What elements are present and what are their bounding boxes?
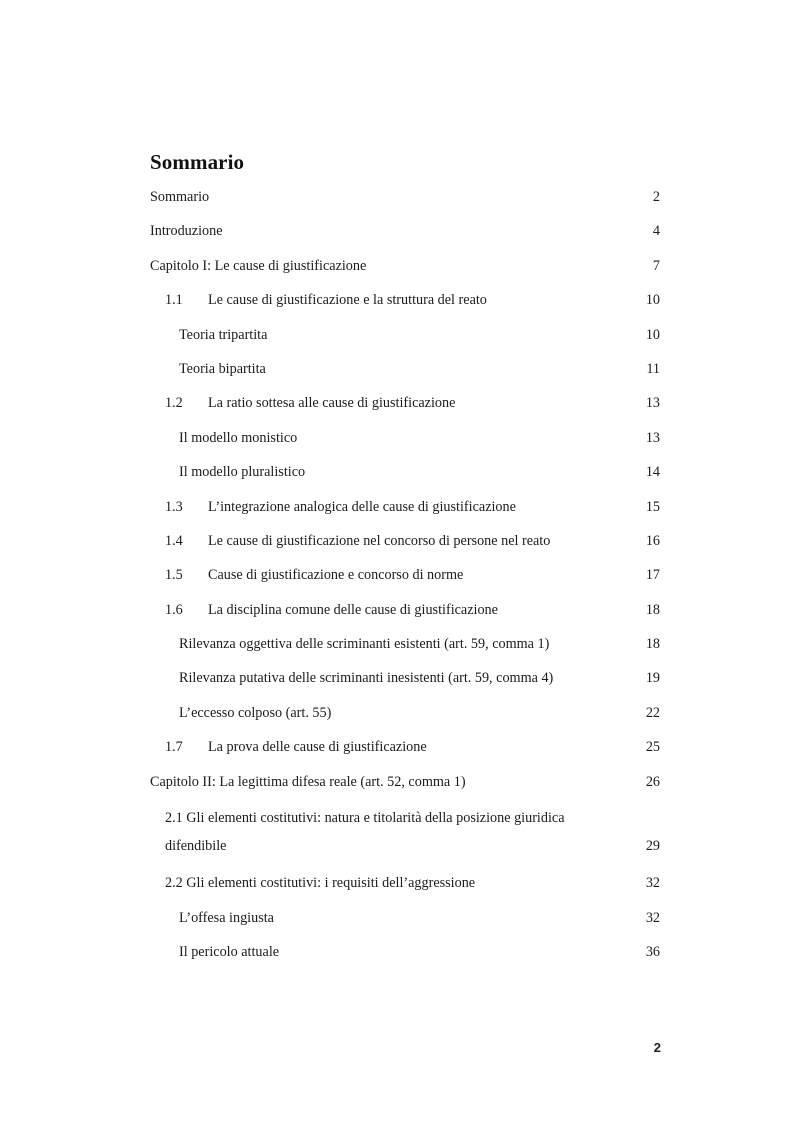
toc-entry-page: 10	[645, 292, 660, 309]
toc-entry-text: L’eccesso colposo (art. 55)	[179, 704, 332, 721]
toc-entry-page: 13	[645, 429, 660, 446]
toc-entry-capitolo-1[interactable]	[150, 255, 660, 277]
toc-entry-page: 29	[645, 837, 660, 854]
toc-entry-sommario[interactable]	[150, 186, 660, 208]
toc-entry-text: Rilevanza putativa delle scriminanti inesistenti (art. 59, comma 4)	[179, 670, 554, 687]
toc-entry-text: La disciplina comune delle cause di giustificazione	[208, 601, 498, 618]
toc-entry-text: Il modello pluralistico	[179, 464, 306, 481]
toc-entry-section-1-1[interactable]	[150, 289, 660, 311]
toc-entry-number: 1.7	[165, 739, 183, 756]
toc-entry-page: 15	[645, 498, 660, 515]
toc-entry-text: Rilevanza oggettiva delle scriminanti esistenti (art. 59, comma 1)	[179, 636, 550, 653]
toc-entry-section-1-5[interactable]	[150, 564, 660, 586]
toc-entry-teoria-tripartita[interactable]	[150, 324, 660, 346]
toc-entry-page: 2	[652, 189, 660, 205]
toc-entry-number: 1.3	[165, 498, 183, 515]
toc-entry-page: 16	[645, 532, 660, 549]
page-title: Sommario	[150, 150, 245, 174]
toc-entry-page: 17	[645, 567, 660, 584]
toc-entry-text: Il modello monistico	[179, 429, 298, 446]
toc-entry-text: La ratio sottesa alle cause di giustificazione	[208, 395, 456, 412]
toc-entry-text: Cause di giustificazione e concorso di norme	[208, 567, 464, 584]
toc-entry-text: Le cause di giustificazione e la struttura del reato	[208, 292, 487, 309]
toc-entry-offesa-ingiusta[interactable]	[150, 907, 660, 929]
toc-entry-text: Introduzione	[150, 223, 223, 240]
toc-entry-page: 4	[652, 223, 660, 240]
toc-entry-text: L’offesa ingiusta	[179, 909, 274, 926]
toc-entry-modello-monistico[interactable]	[150, 427, 660, 449]
toc-entry-text: Capitolo II: La legittima difesa reale (art. 52, comma 1)	[150, 773, 466, 790]
toc-entry-page: 11	[646, 360, 660, 377]
toc-entry-section-1-7[interactable]	[150, 736, 660, 758]
toc-entry-page: 26	[645, 773, 660, 790]
toc-entry-page: 32	[645, 875, 660, 892]
toc-entry-introduzione[interactable]	[150, 220, 660, 242]
toc-entry-section-1-6[interactable]	[150, 599, 660, 621]
toc-entry-number: 1.1	[165, 292, 183, 309]
toc-entry-text: Le cause di giustificazione nel concorso di persone nel reato	[208, 532, 551, 549]
toc-entry-text: Il pericolo attuale	[179, 944, 280, 961]
table-of-contents	[150, 186, 660, 976]
toc-entry-number: 1.4	[165, 532, 183, 549]
toc-entry-section-1-2[interactable]	[150, 392, 660, 414]
toc-entry-page: 25	[645, 739, 660, 756]
toc-entry-capitolo-2[interactable]	[150, 771, 660, 793]
toc-entry-rilevanza-putativa[interactable]	[150, 667, 660, 689]
toc-entry-page: 22	[645, 704, 660, 721]
toc-entry-teoria-bipartita[interactable]	[150, 358, 660, 380]
toc-entry-text: La prova delle cause di giustificazione	[208, 739, 427, 756]
toc-entry-number: 1.2	[165, 395, 183, 412]
toc-entry-page: 18	[645, 601, 660, 618]
toc-entry-section-2-1[interactable]	[150, 805, 660, 860]
toc-entry-section-1-3[interactable]	[150, 496, 660, 518]
toc-entry-text: Teoria tripartita	[179, 326, 268, 343]
toc-entry-page: 18	[645, 636, 660, 653]
toc-entry-text: 2.2 Gli elementi costitutivi: i requisiti dell’aggressione	[165, 875, 476, 892]
toc-entry-page: 36	[645, 944, 660, 961]
toc-entry-text: Capitolo I: Le cause di giustificazione	[150, 257, 367, 274]
toc-entry-modello-pluralistico[interactable]	[150, 461, 660, 483]
toc-entry-page: 13	[645, 395, 660, 412]
toc-entry-section-2-2[interactable]	[150, 872, 660, 894]
toc-entry-text: L’integrazione analogica delle cause di giustificazione	[208, 498, 516, 515]
toc-entry-text: 2.1 Gli elementi costitutivi: natura e titolarità della posizione giuridica difendibile	[165, 810, 565, 854]
toc-entry-number: 1.5	[165, 567, 183, 584]
toc-entry-text: Sommario	[150, 189, 210, 205]
page-number: 2	[653, 1040, 661, 1055]
toc-entry-pericolo-attuale[interactable]	[150, 941, 660, 963]
toc-entry-page: 10	[645, 326, 660, 343]
toc-entry-rilevanza-oggettiva[interactable]	[150, 633, 660, 655]
toc-entry-section-1-4[interactable]	[150, 530, 660, 552]
toc-entry-page: 32	[645, 909, 660, 926]
toc-entry-page: 14	[645, 464, 660, 481]
toc-entry-number: 1.6	[165, 601, 183, 618]
toc-entry-page: 19	[645, 670, 660, 687]
toc-entry-page: 7	[652, 257, 660, 274]
toc-entry-text: Teoria bipartita	[179, 360, 266, 377]
toc-entry-eccesso-colposo[interactable]	[150, 702, 660, 724]
